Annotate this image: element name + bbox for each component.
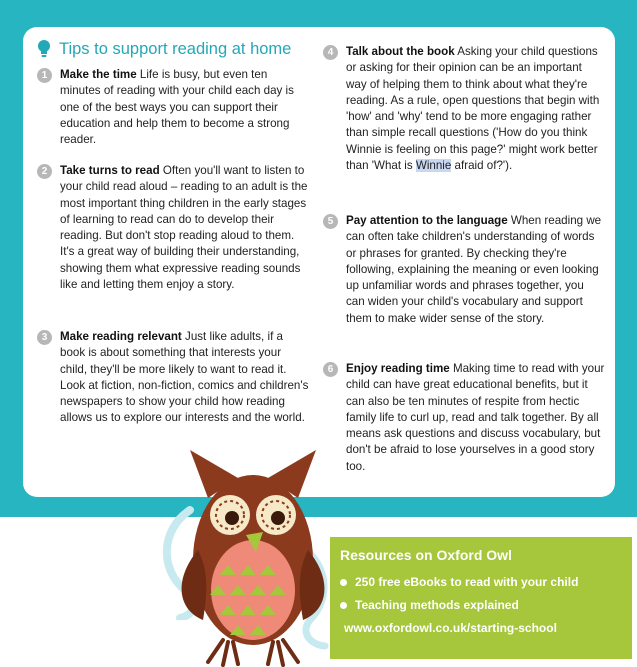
- resources-item-text: Teaching methods explained: [355, 598, 519, 612]
- tip-5: [323, 213, 605, 327]
- tip-number: 2: [37, 164, 52, 179]
- tip-title: Make reading relevant: [60, 330, 182, 343]
- tip-title: Talk about the book: [346, 45, 455, 58]
- tip-title: Enjoy reading time: [346, 362, 450, 375]
- tip-6: [323, 361, 605, 475]
- lightbulb-icon: [37, 39, 51, 59]
- tip-number: 6: [323, 362, 338, 377]
- bullet-icon: [340, 602, 347, 609]
- tip-title: Make the time: [60, 68, 137, 81]
- tips-card: [23, 27, 615, 497]
- tip-body: Just like adults, if a book is about something that interests your child, they'll be more likely to want to read it. Look at fiction, non-fiction, comics and children's newspapers to show your child how reading allows us to explore our interests and the world.: [60, 330, 309, 425]
- tip-number: 1: [37, 68, 52, 83]
- tip-2: [37, 163, 309, 293]
- tip-4: [323, 44, 605, 174]
- tip-body: Making time to read with your child can have great educational benefits, but it can also be ten minutes of respite from hectic family life to curl up, read and talk together. By all means ask questions and discuss vocabulary, but don't be afraid to lose yourselves in a good story too.: [346, 362, 605, 473]
- tip-body: Often you'll want to listen to your child read aloud – reading to an adult is the most important thing children in the early stages of learning to read can do to develop their reading. But don't stop reading aloud to them. It's a great way of building their understanding, showing them what expressive reading sounds like and letting them enjoy a story.: [60, 164, 308, 292]
- tip-3: [37, 329, 309, 427]
- owl-illustration: [168, 440, 338, 667]
- resources-url[interactable]: www.oxfordowl.co.uk/starting-school: [344, 621, 557, 635]
- tip-body: Asking your child questions or asking for their opinion can be an important way of helping them to think about what they're reading. As a rule, open questions that begin with 'how' and 'why' tend to be more engaging rather than simple recall questions ('How do you think Winnie is feeling on this page?' might work better than 'What is: [346, 45, 600, 173]
- tip-1: [37, 67, 309, 148]
- highlighted-word: Winnie: [415, 159, 452, 173]
- tips-heading: [37, 39, 291, 59]
- tip-body-tail: afraid of?').: [451, 159, 513, 173]
- tip-number: 3: [37, 330, 52, 345]
- tip-body: When reading we can often take children's understanding of words or phrases for granted. By checking they're following, explaining the meaning or even looking up unfamiliar words and phrases together, you can widen your child's vocabulary and support them to make wider sense of the story.: [346, 214, 602, 325]
- resources-item-text: 250 free eBooks to read with your child: [355, 575, 579, 589]
- tip-title: Pay attention to the language: [346, 214, 508, 227]
- resources-box: [330, 537, 632, 659]
- tip-number: 5: [323, 214, 338, 229]
- tip-body: Life is busy, but even ten minutes of reading with your child each day is one of the best ways you can support their education and help them to become a strong reader.: [60, 68, 294, 147]
- resources-item: [340, 575, 578, 589]
- resources-item: [340, 598, 519, 612]
- tip-title: Take turns to read: [60, 164, 160, 177]
- bullet-icon: [340, 579, 347, 586]
- tip-number: 4: [323, 45, 338, 60]
- heading-text: Tips to support reading at home: [59, 39, 292, 58]
- resources-title: Resources on Oxford Owl: [340, 547, 512, 563]
